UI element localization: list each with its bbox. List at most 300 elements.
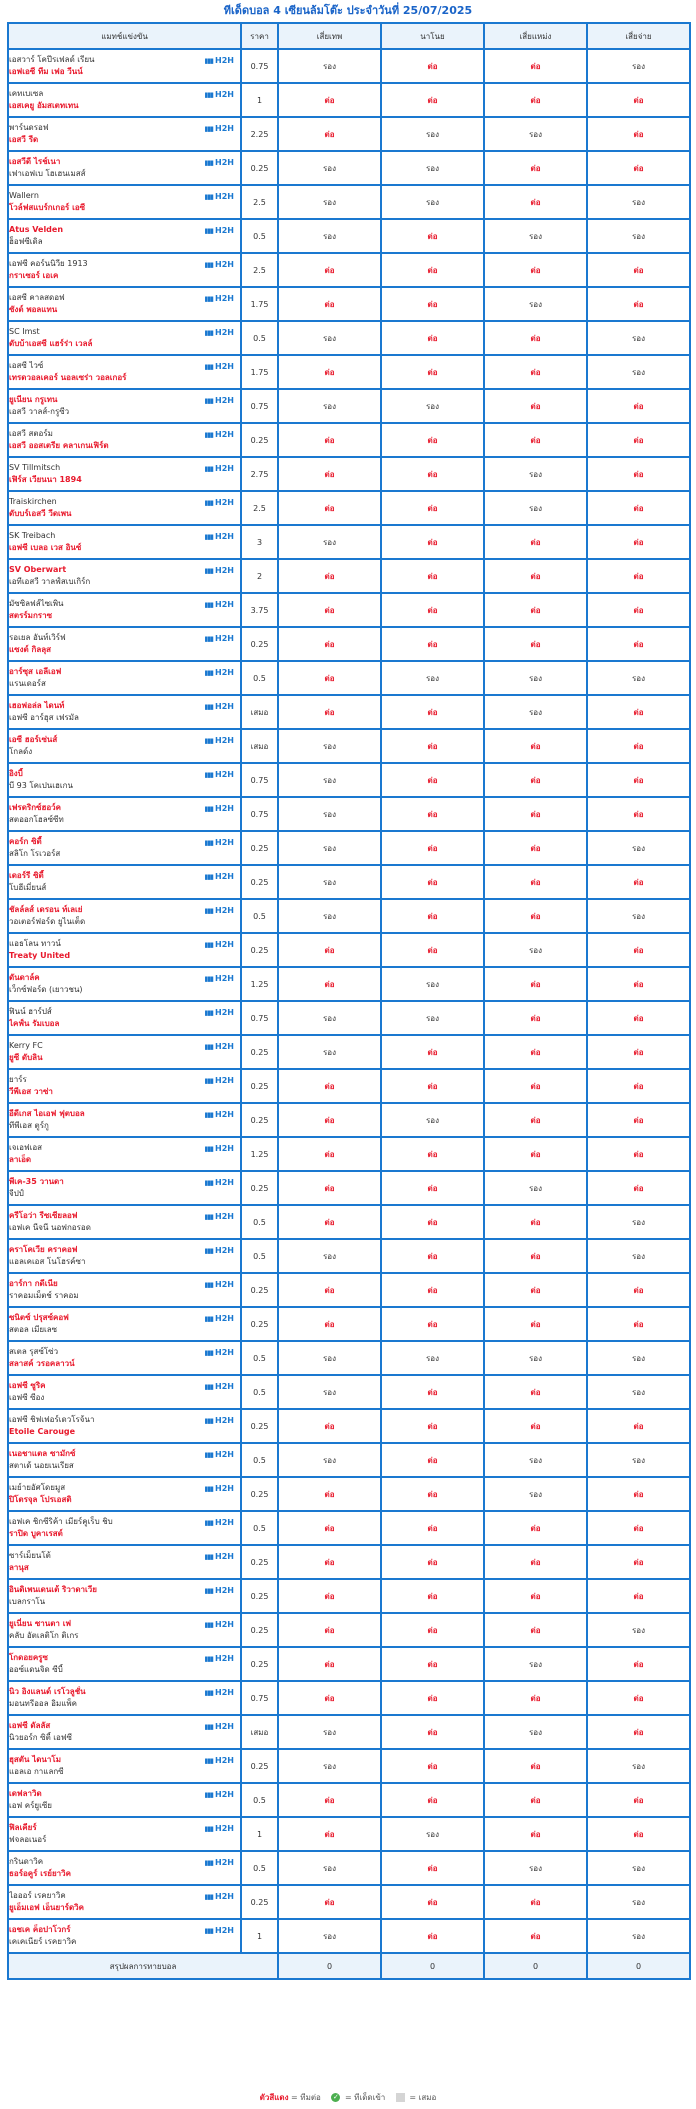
h2h-link[interactable] <box>204 464 234 473</box>
pick-cell: ต่อ <box>278 1545 381 1579</box>
pick-cell: ต่อ <box>381 627 484 661</box>
table-row <box>8 457 690 491</box>
pick-cell: ต่อ <box>587 729 690 763</box>
pick-cell: ต่อ <box>381 1137 484 1171</box>
away-team: นิวยอร์ก ซิตี้ เอฟซี <box>9 1733 72 1742</box>
h2h-label: H2H <box>215 634 234 643</box>
pick-cell: รอง <box>484 1171 587 1205</box>
home-team: พาร์นดรอฟ <box>9 123 49 132</box>
pick-cell: ต่อ <box>587 1511 690 1545</box>
h2h-label: H2H <box>215 532 234 541</box>
home-team: ฟินน์ ฮาร์ปส์ <box>9 1007 52 1016</box>
pick-cell: ต่อ <box>484 797 587 831</box>
pick-cell: ต่อ <box>278 1103 381 1137</box>
home-team: ยาร์ร <box>9 1075 27 1084</box>
match-cell <box>8 287 241 321</box>
pick-cell: รอง <box>587 831 690 865</box>
pick-cell: รอง <box>587 321 690 355</box>
price-cell: 2 <box>241 559 278 593</box>
h2h-link[interactable] <box>204 1008 234 1017</box>
h2h-link[interactable] <box>204 1586 234 1595</box>
h2h-label: H2H <box>215 56 234 65</box>
table-row <box>8 151 690 185</box>
table-row <box>8 287 690 321</box>
h2h-link[interactable] <box>204 634 234 643</box>
table-row <box>8 1171 690 1205</box>
h2h-link[interactable] <box>204 974 234 983</box>
bar-chart-icon: ▮▮▮ <box>204 1179 214 1187</box>
pick-cell: ต่อ <box>484 627 587 661</box>
table-row <box>8 1647 690 1681</box>
away-team: โวล์ฟสแบร์กเกอร์ เอซี <box>9 203 86 212</box>
away-team: ปิโตรจุล โปรเอสติ <box>9 1495 72 1504</box>
pick-cell: รอง <box>484 219 587 253</box>
home-team: เอซี ฮอร์เซ่นส์ <box>9 735 58 744</box>
pick-cell: รอง <box>587 1205 690 1239</box>
h2h-link[interactable] <box>204 328 234 337</box>
pick-cell: ต่อ <box>381 1239 484 1273</box>
pick-cell: ต่อ <box>587 287 690 321</box>
h2h-link[interactable] <box>204 396 234 405</box>
h2h-label: H2H <box>215 1382 234 1391</box>
pick-cell: ต่อ <box>381 899 484 933</box>
pick-cell: ต่อ <box>484 1817 587 1851</box>
pick-cell: ต่อ <box>484 729 587 763</box>
price-cell: เสมอ <box>241 695 278 729</box>
pick-cell: ต่อ <box>587 1103 690 1137</box>
pick-cell: รอง <box>587 1443 690 1477</box>
bar-chart-icon: ▮▮▮ <box>204 907 214 915</box>
pick-cell: ต่อ <box>278 83 381 117</box>
price-cell: 0.25 <box>241 1613 278 1647</box>
pick-cell: ต่อ <box>381 1307 484 1341</box>
pick-cell: ต่อ <box>278 627 381 661</box>
bar-chart-icon: ▮▮▮ <box>204 397 214 405</box>
pick-cell: ต่อ <box>381 49 484 83</box>
bar-chart-icon: ▮▮▮ <box>204 1009 214 1017</box>
pick-cell: ต่อ <box>587 933 690 967</box>
h2h-link[interactable] <box>204 1382 234 1391</box>
away-team: เอฟเอซี ทีม เฟอ วีนน์ <box>9 67 83 76</box>
pick-cell: ต่อ <box>381 797 484 831</box>
price-cell: 1.75 <box>241 355 278 389</box>
pick-cell: ต่อ <box>278 1817 381 1851</box>
home-team: อิงบี้ <box>9 769 23 778</box>
home-team: SK Treibach <box>9 531 56 540</box>
match-cell <box>8 117 241 151</box>
pick-cell: ต่อ <box>484 1919 587 1953</box>
h2h-link[interactable] <box>204 1314 234 1323</box>
away-team: เอสวี วาลส์-กรูซีว <box>9 407 70 416</box>
h2h-link[interactable] <box>204 1416 234 1425</box>
match-cell <box>8 695 241 729</box>
h2h-link[interactable] <box>204 1042 234 1051</box>
pick-cell: ต่อ <box>587 1001 690 1035</box>
pick-cell: รอง <box>278 1715 381 1749</box>
table-row <box>8 1885 690 1919</box>
match-cell <box>8 899 241 933</box>
pick-cell: รอง <box>278 525 381 559</box>
pick-cell: ต่อ <box>484 1409 587 1443</box>
h2h-link[interactable] <box>204 1076 234 1085</box>
pick-cell: ต่อ <box>278 695 381 729</box>
pick-cell: รอง <box>587 661 690 695</box>
away-team: เบลกราโน <box>9 1597 46 1606</box>
price-cell: 0.25 <box>241 1307 278 1341</box>
away-team: แอลเคเอส โนโฮรค์ซา <box>9 1257 86 1266</box>
price-cell: 0.5 <box>241 1443 278 1477</box>
h2h-label: H2H <box>215 498 234 507</box>
pick-cell: รอง <box>484 491 587 525</box>
h2h-label: H2H <box>215 838 234 847</box>
bar-chart-icon: ▮▮▮ <box>204 1723 214 1731</box>
pick-cell: ต่อ <box>381 1273 484 1307</box>
h2h-link[interactable] <box>204 226 234 235</box>
home-team: แอธโลน ทาวน์ <box>9 939 61 948</box>
col-header-col3: เสี่ยแหม่ง <box>484 23 587 49</box>
away-team: วีพีเอส วาซ่า <box>9 1087 53 1096</box>
h2h-link[interactable] <box>204 1824 234 1833</box>
bar-chart-icon: ▮▮▮ <box>204 941 214 949</box>
table-row <box>8 1409 690 1443</box>
price-cell: 0.75 <box>241 49 278 83</box>
home-team: เคทเบเซล <box>9 89 44 98</box>
h2h-link[interactable] <box>204 1892 234 1901</box>
h2h-label: H2H <box>215 1212 234 1221</box>
pick-cell: รอง <box>484 1851 587 1885</box>
home-team: อาร์ซุส เอลีเอฟ <box>9 667 62 676</box>
match-cell <box>8 355 241 389</box>
pick-cell: ต่อ <box>587 1477 690 1511</box>
pick-cell: ต่อ <box>587 797 690 831</box>
h2h-link[interactable] <box>204 804 234 813</box>
home-team: พีเค-35 วานดา <box>9 1177 64 1186</box>
table-row <box>8 899 690 933</box>
pick-cell: ต่อ <box>278 1137 381 1171</box>
pick-cell: รอง <box>484 1477 587 1511</box>
pick-cell: ต่อ <box>484 1579 587 1613</box>
table-row <box>8 763 690 797</box>
match-cell <box>8 1375 241 1409</box>
match-cell <box>8 151 241 185</box>
h2h-link[interactable] <box>204 1484 234 1493</box>
away-team: ฮ็อฟซีเดิล <box>9 237 43 246</box>
away-team: วอเตอร์ฟอร์ด ยูไนเต็ด <box>9 917 86 926</box>
h2h-link[interactable] <box>204 906 234 915</box>
home-team: เอฟซี คอร์นนิวีย 1913 <box>9 259 88 268</box>
price-cell: 0.5 <box>241 1511 278 1545</box>
away-team: สตรร์มกราซ <box>9 611 53 620</box>
h2h-link[interactable] <box>204 362 234 371</box>
pick-cell: รอง <box>587 1613 690 1647</box>
h2h-link[interactable] <box>204 1450 234 1459</box>
pick-cell: ต่อ <box>278 423 381 457</box>
match-cell <box>8 83 241 117</box>
pick-cell: ต่อ <box>278 287 381 321</box>
h2h-link[interactable] <box>204 1858 234 1867</box>
match-cell <box>8 1103 241 1137</box>
match-cell <box>8 1851 241 1885</box>
pick-cell: รอง <box>278 1341 381 1375</box>
bar-chart-icon: ▮▮▮ <box>204 227 214 235</box>
pick-cell: ต่อ <box>381 491 484 525</box>
h2h-link[interactable] <box>204 770 234 779</box>
price-cell: 1.25 <box>241 1137 278 1171</box>
match-cell <box>8 457 241 491</box>
col-header-col1: เสี่ยเทพ <box>278 23 381 49</box>
table-row <box>8 1851 690 1885</box>
price-cell: 0.5 <box>241 1783 278 1817</box>
home-team: เอชเค ค็อปาโวกร์ <box>9 1925 71 1934</box>
pick-cell: ต่อ <box>484 763 587 797</box>
pick-cell: ต่อ <box>587 1715 690 1749</box>
pick-cell: ต่อ <box>381 1035 484 1069</box>
away-team: เว็กซ์ฟอร์ด (เยาวชน) <box>9 985 83 994</box>
pick-cell: ต่อ <box>278 1511 381 1545</box>
table-row <box>8 797 690 831</box>
pick-cell: รอง <box>587 355 690 389</box>
table-row <box>8 185 690 219</box>
match-cell <box>8 1409 241 1443</box>
away-team: ลานุส <box>9 1563 29 1572</box>
bar-chart-icon: ▮▮▮ <box>204 465 214 473</box>
pick-cell: ต่อ <box>278 1069 381 1103</box>
bar-chart-icon: ▮▮▮ <box>204 1145 214 1153</box>
away-team: เอสเคยู อัมสเตทเทน <box>9 101 79 110</box>
pick-cell: รอง <box>587 1341 690 1375</box>
h2h-link[interactable] <box>204 498 234 507</box>
match-cell <box>8 1307 241 1341</box>
h2h-link[interactable] <box>204 668 234 677</box>
check-circle-icon: ✓ <box>332 2093 339 2101</box>
table-row <box>8 1511 690 1545</box>
h2h-link[interactable] <box>204 294 234 303</box>
away-team: สตาเด้ นอยเนเรียส <box>9 1461 74 1470</box>
h2h-label: H2H <box>215 906 234 915</box>
match-cell <box>8 661 241 695</box>
h2h-link[interactable] <box>204 1178 234 1187</box>
pick-cell: รอง <box>278 151 381 185</box>
pick-cell: รอง <box>484 457 587 491</box>
h2h-link[interactable] <box>204 90 234 99</box>
price-cell: 0.25 <box>241 1885 278 1919</box>
match-cell <box>8 423 241 457</box>
pick-cell: ต่อ <box>484 831 587 865</box>
price-cell: 0.25 <box>241 1273 278 1307</box>
table-row <box>8 1545 690 1579</box>
table-row <box>8 253 690 287</box>
away-team: ราคอมเม็ตช์ ราคอม <box>9 1291 79 1300</box>
h2h-label: H2H <box>215 770 234 779</box>
h2h-link[interactable] <box>204 1110 234 1119</box>
pick-cell: ต่อ <box>381 1443 484 1477</box>
h2h-link[interactable] <box>204 1280 234 1289</box>
h2h-label: H2H <box>215 600 234 609</box>
h2h-link[interactable] <box>204 872 234 881</box>
table-row <box>8 1783 690 1817</box>
pick-cell: ต่อ <box>484 1545 587 1579</box>
pick-cell: รอง <box>484 1443 587 1477</box>
pick-cell: ต่อ <box>381 1375 484 1409</box>
h2h-link[interactable] <box>204 1212 234 1221</box>
match-cell <box>8 1919 241 1953</box>
h2h-label: H2H <box>215 430 234 439</box>
home-team: เฮอฟอล่ล ไดนท์ <box>9 701 65 710</box>
table-row <box>8 117 690 151</box>
h2h-link[interactable] <box>204 940 234 949</box>
pick-cell: ต่อ <box>587 627 690 661</box>
home-team: รอเยล อันท์เวิร์ฟ <box>9 633 66 642</box>
h2h-link[interactable] <box>204 1722 234 1731</box>
pick-cell: ต่อ <box>278 593 381 627</box>
bar-chart-icon: ▮▮▮ <box>204 1927 214 1935</box>
home-team: ซาร์เม็ยนโต้ <box>9 1551 51 1560</box>
home-team: เมย์ายอัศโดยมูส <box>9 1483 66 1492</box>
pick-cell: ต่อ <box>381 355 484 389</box>
home-team: ยูเนี่ยน ซานตา เฟ <box>9 1619 72 1628</box>
away-team: Treaty United <box>9 951 71 960</box>
pick-cell: ต่อ <box>484 1511 587 1545</box>
h2h-link[interactable] <box>204 1926 234 1935</box>
h2h-link[interactable] <box>204 430 234 439</box>
col-header-col2: นาโนย <box>381 23 484 49</box>
match-cell <box>8 559 241 593</box>
away-team: เอฟซี ซีอง <box>9 1393 45 1402</box>
match-cell <box>8 1817 241 1851</box>
pick-cell: ต่อ <box>484 899 587 933</box>
match-cell <box>8 797 241 831</box>
h2h-link[interactable] <box>204 260 234 269</box>
h2h-link[interactable] <box>204 1688 234 1697</box>
h2h-label: H2H <box>215 464 234 473</box>
home-team: เนอชาแตล ซามักซ์ <box>9 1449 76 1458</box>
h2h-link[interactable] <box>204 192 234 201</box>
pick-cell: ต่อ <box>278 457 381 491</box>
pick-cell: ต่อ <box>381 729 484 763</box>
h2h-label: H2H <box>215 1824 234 1833</box>
h2h-label: H2H <box>215 940 234 949</box>
h2h-label: H2H <box>215 668 234 677</box>
h2h-link[interactable] <box>204 600 234 609</box>
h2h-link[interactable] <box>204 838 234 847</box>
table-row <box>8 1477 690 1511</box>
h2h-link[interactable] <box>204 158 234 167</box>
h2h-link[interactable] <box>204 702 234 711</box>
price-cell: 0.25 <box>241 1103 278 1137</box>
table-row <box>8 1919 690 1953</box>
table-row <box>8 865 690 899</box>
h2h-link[interactable] <box>204 1144 234 1153</box>
h2h-link[interactable] <box>204 1518 234 1527</box>
h2h-link[interactable] <box>204 1246 234 1255</box>
pick-cell: ต่อ <box>381 321 484 355</box>
away-team: เฟิร์ส เวียนนา 1894 <box>9 475 82 484</box>
price-cell: 0.25 <box>241 1171 278 1205</box>
pick-cell: ต่อ <box>484 1035 587 1069</box>
h2h-label: H2H <box>215 328 234 337</box>
home-team: ครีโอว่า รีซเซียลอฟ <box>9 1211 78 1220</box>
away-team: มอนทรีออล อิมแพ็ค <box>9 1699 78 1708</box>
pick-cell: รอง <box>484 1341 587 1375</box>
table-row <box>8 967 690 1001</box>
summary-value: 0 <box>587 1953 690 1979</box>
away-team: แอลเอ กาแลกซี <box>9 1767 64 1776</box>
match-cell <box>8 49 241 83</box>
h2h-link[interactable] <box>204 1756 234 1765</box>
away-team: ฟจลอเนอร์ <box>9 1835 47 1844</box>
h2h-link[interactable] <box>204 532 234 541</box>
h2h-link[interactable] <box>204 736 234 745</box>
h2h-link[interactable] <box>204 1620 234 1629</box>
h2h-link[interactable] <box>204 56 234 65</box>
h2h-label: H2H <box>215 1314 234 1323</box>
away-team: Etoile Carouge <box>9 1427 76 1436</box>
pick-cell: รอง <box>278 185 381 219</box>
home-team: เอสซี ไวซ์ <box>9 361 44 370</box>
price-cell: 0.5 <box>241 1239 278 1273</box>
pick-cell: รอง <box>278 831 381 865</box>
pick-cell: ต่อ <box>381 1851 484 1885</box>
away-team: เคเคเนียร์ เรคยาวิค <box>9 1937 77 1946</box>
pick-cell: ต่อ <box>381 287 484 321</box>
bar-chart-icon: ▮▮▮ <box>204 363 214 371</box>
match-cell <box>8 865 241 899</box>
h2h-link[interactable] <box>204 1552 234 1561</box>
legend <box>0 2088 696 2108</box>
h2h-link[interactable] <box>204 1790 234 1799</box>
away-team: แซงต์ กิลลุส <box>9 645 52 654</box>
home-team: ดันดาล์ค <box>9 973 40 982</box>
home-team: คราโคเวีย คราคอฟ <box>9 1245 78 1254</box>
pick-cell: รอง <box>278 899 381 933</box>
away-team: ธอร์อคูร์ เรย์ยาวิค <box>9 1869 71 1878</box>
h2h-label: H2H <box>215 1620 234 1629</box>
pick-cell: ต่อ <box>587 1069 690 1103</box>
pick-cell: ต่อ <box>484 1783 587 1817</box>
table-row <box>8 1103 690 1137</box>
h2h-link[interactable] <box>204 566 234 575</box>
bar-chart-icon: ▮▮▮ <box>204 567 214 575</box>
table-row <box>8 661 690 695</box>
pick-cell: ต่อ <box>484 1205 587 1239</box>
h2h-label: H2H <box>215 1110 234 1119</box>
pick-cell: รอง <box>587 899 690 933</box>
bar-chart-icon: ▮▮▮ <box>204 1519 214 1527</box>
bar-chart-icon: ▮▮▮ <box>204 771 214 779</box>
h2h-link[interactable] <box>204 1348 234 1357</box>
h2h-link[interactable] <box>204 124 234 133</box>
h2h-link[interactable] <box>204 1654 234 1663</box>
away-team: โกลด์ง <box>9 747 33 756</box>
table-row <box>8 1239 690 1273</box>
away-team: ดับบร์เอสวี วีดเพน <box>9 509 72 518</box>
away-team: สลาสค์ วรอคลาวน์ <box>9 1359 75 1368</box>
table-row <box>8 389 690 423</box>
legend-red-sample: ตัวสีแดง <box>259 2093 289 2102</box>
pick-cell: ต่อ <box>587 491 690 525</box>
table-row <box>8 593 690 627</box>
home-team: SC Imst <box>9 327 40 336</box>
pick-cell: รอง <box>278 763 381 797</box>
pick-cell: ต่อ <box>484 423 587 457</box>
price-cell: 1 <box>241 1919 278 1953</box>
bar-chart-icon: ▮▮▮ <box>204 703 214 711</box>
match-cell <box>8 1239 241 1273</box>
table-row <box>8 831 690 865</box>
pick-cell: ต่อ <box>587 1273 690 1307</box>
pick-cell: ต่อ <box>484 185 587 219</box>
bar-chart-icon: ▮▮▮ <box>204 1757 214 1765</box>
